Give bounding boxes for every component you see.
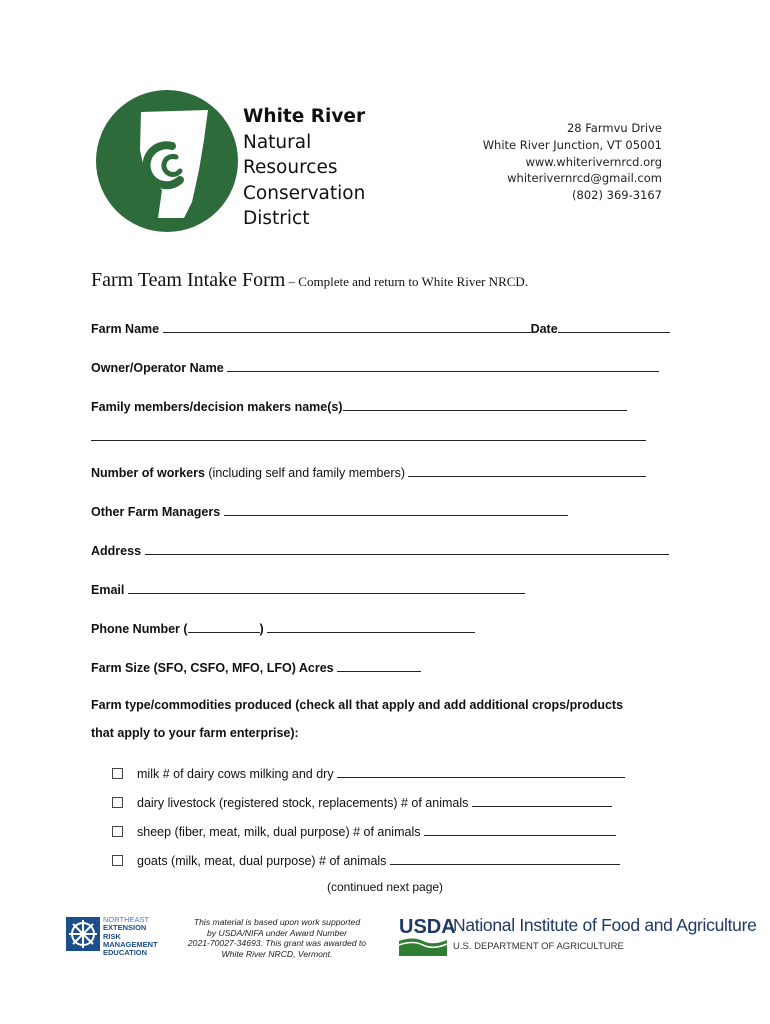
org-name-line-2: Natural: [243, 131, 312, 153]
milk-label: milk # of dairy cows milking and dry: [137, 767, 334, 781]
form-title: [91, 269, 528, 292]
phone-paren-close: ): [259, 622, 264, 636]
grant-line-2: by USDA/NIFA under Award Number: [207, 927, 347, 938]
org-name-line-3: Resources: [243, 157, 338, 178]
phone-number-field[interactable]: [267, 620, 475, 633]
goats-count-field[interactable]: [390, 852, 620, 865]
dairy-livestock-checkbox[interactable]: [112, 797, 123, 808]
option-milk: [112, 765, 625, 781]
org-name-line-5: District: [243, 208, 310, 229]
farm-type-label-line-1: Farm type/commodities produced (check all that apply and add additional crops/products: [91, 698, 624, 712]
org-name-line-1: White River: [243, 106, 366, 127]
workers-label: Number of workers: [91, 466, 205, 480]
grant-line-1: This material is based upon work supported: [193, 917, 361, 927]
milk-checkbox[interactable]: [112, 768, 123, 779]
nerme-line-5: EDUCATION: [103, 948, 148, 958]
nerme-line-2: EXTENSION: [103, 923, 147, 933]
family-label: Family members/decision makers name(s): [91, 400, 343, 414]
email-link[interactable]: whiterivernrcd@gmail.com: [507, 171, 662, 186]
farm-type-row: [91, 698, 623, 712]
contact-block: [483, 120, 662, 204]
nerme-line-4: MANAGEMENT: [103, 939, 158, 949]
farm-type-row-2: [91, 726, 299, 740]
email-row: [91, 581, 525, 597]
farm-name-label: Farm Name: [91, 322, 160, 336]
family-field[interactable]: [343, 398, 627, 411]
nifa-name: National Institute of Food and Agriculture: [453, 915, 757, 935]
farm-size-label: Farm Size (SFO, CSFO, MFO, LFO) Acres: [91, 661, 334, 675]
dairy-livestock-label: dairy livestock (registered stock, replacements) # of animals: [137, 796, 469, 810]
farm-name-row: [91, 320, 670, 336]
option-goats: [112, 852, 620, 868]
workers-row: [91, 464, 646, 480]
nerme-logo-text: [103, 916, 158, 957]
grant-line-4: White River NRCD, Vermont.: [221, 948, 333, 959]
family-field-line-2[interactable]: [91, 428, 646, 441]
dairy-livestock-count-field[interactable]: [472, 794, 612, 807]
option-sheep: [112, 823, 616, 839]
nerme-line-1: NORTHEAST: [103, 915, 150, 924]
family-row: [91, 398, 627, 414]
email-label: Email: [91, 583, 125, 597]
goats-checkbox[interactable]: [112, 855, 123, 866]
family-row-2: [91, 428, 646, 444]
farm-name-field[interactable]: [163, 320, 531, 333]
goats-label: goats (milk, meat, dual purpose) # of animals: [137, 854, 387, 868]
other-managers-field[interactable]: [224, 503, 568, 516]
option-dairy-livestock: [112, 794, 612, 810]
phone-area-code-field[interactable]: [188, 620, 260, 633]
other-managers-label: Other Farm Managers: [91, 505, 221, 519]
grant-statement: [172, 917, 382, 959]
organization-name: [243, 104, 365, 232]
phone-row: [91, 620, 475, 636]
usda-logo: [399, 914, 456, 956]
city-state-zip: White River Junction, VT 05001: [482, 137, 662, 152]
street-address: 28 Farmvu Drive: [566, 121, 662, 135]
address-label: Address: [91, 544, 142, 558]
phone-label: Phone Number (: [91, 622, 188, 636]
workers-field[interactable]: [408, 464, 646, 477]
acres-field[interactable]: [337, 659, 421, 672]
nrcd-logo: [96, 90, 238, 232]
address-field[interactable]: [145, 542, 669, 555]
nerme-wheel-icon: [66, 917, 100, 951]
form-title-instructions: – Complete and return to White River NRCD.: [285, 274, 529, 289]
date-label: Date: [530, 322, 558, 336]
owner-field[interactable]: [227, 359, 659, 372]
form-title-main: Farm Team Intake Form: [91, 269, 286, 291]
sheep-label: sheep (fiber, meat, milk, dual purpose) # of animals: [137, 825, 421, 839]
owner-row: [91, 359, 659, 375]
grant-line-3: 2021-70027-34693. This grant was awarded to: [187, 938, 367, 948]
address-row: [91, 542, 669, 558]
owner-label: Owner/Operator Name: [91, 361, 224, 375]
org-name-line-4: Conservation: [243, 182, 366, 204]
website-link[interactable]: www.whiterivernrcd.org: [525, 154, 662, 169]
milk-count-field[interactable]: [337, 765, 625, 778]
date-field[interactable]: [558, 320, 670, 333]
usda-logo-text: USDA: [399, 916, 456, 938]
sheep-checkbox[interactable]: [112, 826, 123, 837]
nerme-line-3: RISK: [103, 931, 121, 941]
usda-department: U.S. DEPARTMENT OF AGRICULTURE: [453, 941, 624, 952]
continued-note: (continued next page): [326, 880, 444, 894]
workers-note: (including self and family members): [204, 466, 405, 480]
phone-number: (802) 369-3167: [572, 188, 662, 203]
email-field[interactable]: [128, 581, 525, 594]
farm-type-label-line-2: that apply to your farm enterprise):: [91, 726, 299, 740]
sheep-count-field[interactable]: [424, 823, 616, 836]
farm-size-row: [91, 659, 421, 675]
other-managers-row: [91, 503, 568, 519]
